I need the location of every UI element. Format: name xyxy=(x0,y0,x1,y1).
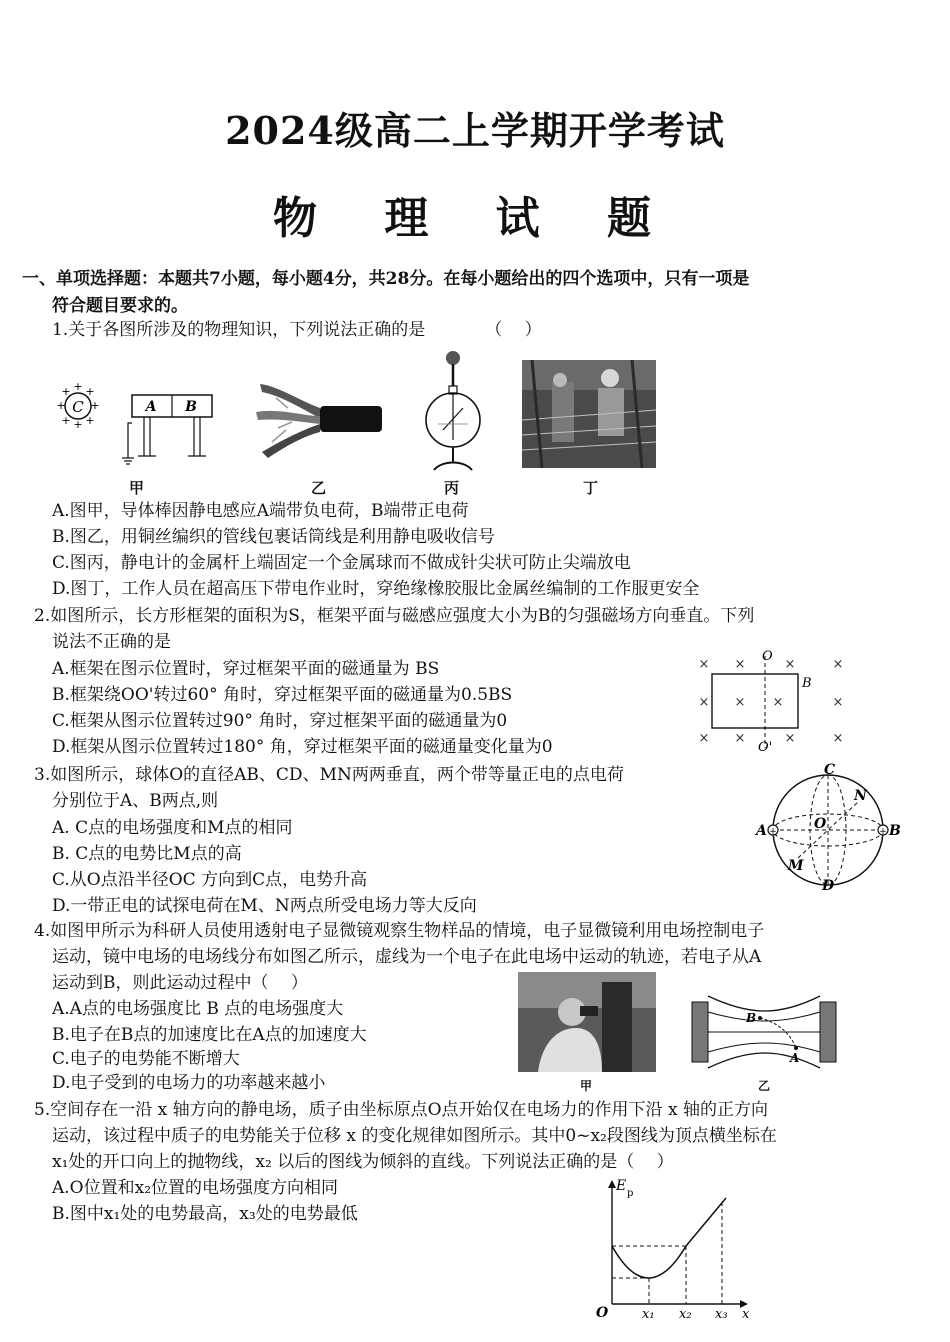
svg-text:×: × xyxy=(772,695,784,710)
q2-option-d: D.框架从图示位置转过180° 角，穿过框架平面的磁通量变化量为0 xyxy=(52,737,553,757)
subject-title: 物 理 试 题 xyxy=(273,193,677,244)
q4-stem-cont1: 运动，镜中电场的电场线分布如图乙所示，虚线为一个电子在此电场中运动的轨迹，若电子从A xyxy=(52,947,762,967)
q4-fig-label-a: A xyxy=(790,1051,800,1065)
svg-text:×: × xyxy=(734,657,746,672)
q3-fig-label-o: O xyxy=(814,816,827,832)
q3-figure xyxy=(748,762,908,890)
q3-fig-label-b: B xyxy=(889,823,901,839)
q3-option-c: C.从O点沿半径OC 方向到C点，电势升高 xyxy=(52,870,368,890)
q1-figure-yi xyxy=(248,378,388,463)
q2-figure xyxy=(692,644,852,754)
svg-text:×: × xyxy=(784,657,796,672)
q4-figure-yi xyxy=(690,988,838,1078)
q5-fig-label-x1: x₁ xyxy=(642,1307,655,1322)
svg-text:×: × xyxy=(734,695,746,710)
svg-text:×: × xyxy=(698,695,710,710)
q1-figure-ding-photo xyxy=(522,360,656,468)
q1-option-c: C.图丙，静电计的金属杆上端固定一个金属球而不做成针尖状可防止尖端放电 xyxy=(52,553,631,573)
section-heading xyxy=(22,266,902,320)
q4-stem: 4.如图甲所示为科研人员使用透射电子显微镜观察生物样品的情境，电子显微镜利用电场控制电子 xyxy=(34,921,765,941)
q5-fig-label-ep-sub: p xyxy=(627,1188,634,1199)
q4-stem-cont2: 运动到B，则此运动过程中（ ） xyxy=(52,973,308,993)
q5-fig-label-x2: x₂ xyxy=(679,1307,692,1322)
svg-text:×: × xyxy=(698,731,710,746)
svg-text:+: + xyxy=(85,385,95,398)
q4-option-d: D.电子受到的电场力的功率越来越小 xyxy=(52,1073,326,1093)
section-heading-text: 一、单项选择题：本题共7小题，每小题4分，共28分。在每小题给出的四个选项中，只有一项是 xyxy=(22,269,750,289)
q1-option-d: D.图丁，工作人员在超高压下带电作业时，穿绝缘橡胶服比金属丝编制的工作服更安全 xyxy=(52,579,700,599)
svg-text:+: + xyxy=(61,414,71,427)
svg-text:×: × xyxy=(832,731,844,746)
q3-fig-label-c: C xyxy=(824,762,836,778)
q5-stem-cont1: 运动，该过程中质子的电势能关于位移 x 的变化规律如图所示。其中0~x₂段图线为顶点横坐标在 xyxy=(52,1126,777,1146)
svg-text:+: + xyxy=(769,827,777,837)
q3-option-d: D.一带正电的试探电荷在M、N两点所受电场力等大反向 xyxy=(52,896,477,916)
q2-stem: 2.如图所示，长方形框架的面积为S，框架平面与磁感应强度大小为B的匀强磁场方向垂直。下列 xyxy=(34,606,755,626)
q4-caption-jia: 甲 xyxy=(580,1079,593,1093)
svg-text:×: × xyxy=(832,695,844,710)
q1-figure-jia xyxy=(56,378,221,468)
q1-option-a: A.图甲，导体棒因静电感应A端带负电荷，B端带正电荷 xyxy=(52,501,469,521)
svg-text:+: + xyxy=(73,380,83,393)
svg-text:×: × xyxy=(832,657,844,672)
svg-text:+: + xyxy=(73,418,83,431)
q1-figure-bing xyxy=(418,350,488,475)
q5-option-a: A.O位置和x₂位置的电场强度方向相同 xyxy=(52,1178,339,1198)
svg-text:×: × xyxy=(784,731,796,746)
q1-paren: （ ） xyxy=(485,320,542,340)
q3-stem-cont: 分别位于A、B两点,则 xyxy=(52,791,219,811)
q1-fig-label-c: C xyxy=(72,398,84,416)
q2-option-b: B.框架绕OO'转过60° 角时，穿过框架平面的磁通量为0.5BS xyxy=(52,685,513,705)
q3-fig-label-n: N xyxy=(854,788,867,804)
q3-fig-label-m: M xyxy=(788,858,804,874)
q4-option-b: B.电子在B点的加速度比在A点的加速度大 xyxy=(52,1025,367,1045)
q3-option-a: A. C点的电场强度和M点的相同 xyxy=(52,818,293,838)
svg-text:+: + xyxy=(56,399,66,412)
svg-text:×: × xyxy=(734,731,746,746)
q1-caption-ding: 丁 xyxy=(583,479,599,497)
q5-fig-label-o: O xyxy=(596,1305,609,1321)
q2-fig-label-o: O xyxy=(762,649,773,664)
q1-caption-yi: 乙 xyxy=(311,479,327,497)
q3-fig-label-d: D xyxy=(822,878,835,890)
q5-option-b: B.图中x₁处的电势最高，x₃处的电势最低 xyxy=(52,1204,358,1224)
q5-stem: 5.空间存在一沿 x 轴方向的静电场，质子由坐标原点O点开始仅在电场力的作用下沿 x 轴的正方向 xyxy=(34,1100,768,1120)
q1-fig-label-a: A xyxy=(145,399,157,415)
q1-caption-jia: 甲 xyxy=(129,479,145,497)
q5-figure-ep-graph xyxy=(592,1176,758,1322)
q3-fig-label-a: A xyxy=(756,823,767,839)
q2-fig-label-o2: O' xyxy=(758,740,773,754)
q2-stem-cont: 说法不正确的是 xyxy=(52,632,171,652)
q5-fig-label-x: x xyxy=(742,1307,750,1322)
q4-figure-jia-photo xyxy=(518,972,656,1072)
q1-caption-bing: 丙 xyxy=(444,479,460,497)
svg-text:+: + xyxy=(90,399,100,412)
q2-option-a: A.框架在图示位置时，穿过框架平面的磁通量为 BS xyxy=(52,659,440,679)
q2-option-c: C.框架从图示位置转过90° 角时，穿过框架平面的磁通量为0 xyxy=(52,711,508,731)
q2-fig-label-b: B xyxy=(802,676,812,691)
q3-stem: 3.如图所示，球体O的直径AB、CD、MN两两垂直，两个带等量正电的点电荷 xyxy=(34,765,624,785)
exam-title: 2024级高二上学期开学考试 xyxy=(225,108,725,153)
q5-fig-label-ep: E xyxy=(616,1178,627,1194)
svg-text:+: + xyxy=(879,827,887,837)
q4-fig-label-b: B xyxy=(746,1011,757,1025)
q1-stem-text: 1.关于各图所涉及的物理知识，下列说法正确的是 xyxy=(52,320,426,340)
section-heading-cont: 符合题目要求的。 xyxy=(52,296,188,316)
q4-option-c: C.电子的电势能不断增大 xyxy=(52,1049,240,1069)
q4-caption-yi: 乙 xyxy=(758,1079,771,1093)
q5-fig-label-x3: x₃ xyxy=(715,1307,728,1322)
q5-stem-cont2: x₁处的开口向上的抛物线，x₂ 以后的图线为倾斜的直线。下列说法正确的是（ ） xyxy=(52,1152,674,1172)
q1-option-b: B.图乙，用铜丝编织的管线包裹话筒线是利用静电吸收信号 xyxy=(52,527,495,547)
q1-fig-label-b: B xyxy=(185,399,197,415)
q4-option-a: A.A点的电场强度比 B 点的电场强度大 xyxy=(52,999,344,1019)
svg-text:+: + xyxy=(85,414,95,427)
q1-stem xyxy=(52,318,542,342)
q3-option-b: B. C点的电势比M点的高 xyxy=(52,844,242,864)
svg-text:+: + xyxy=(61,385,71,398)
svg-text:×: × xyxy=(698,657,710,672)
